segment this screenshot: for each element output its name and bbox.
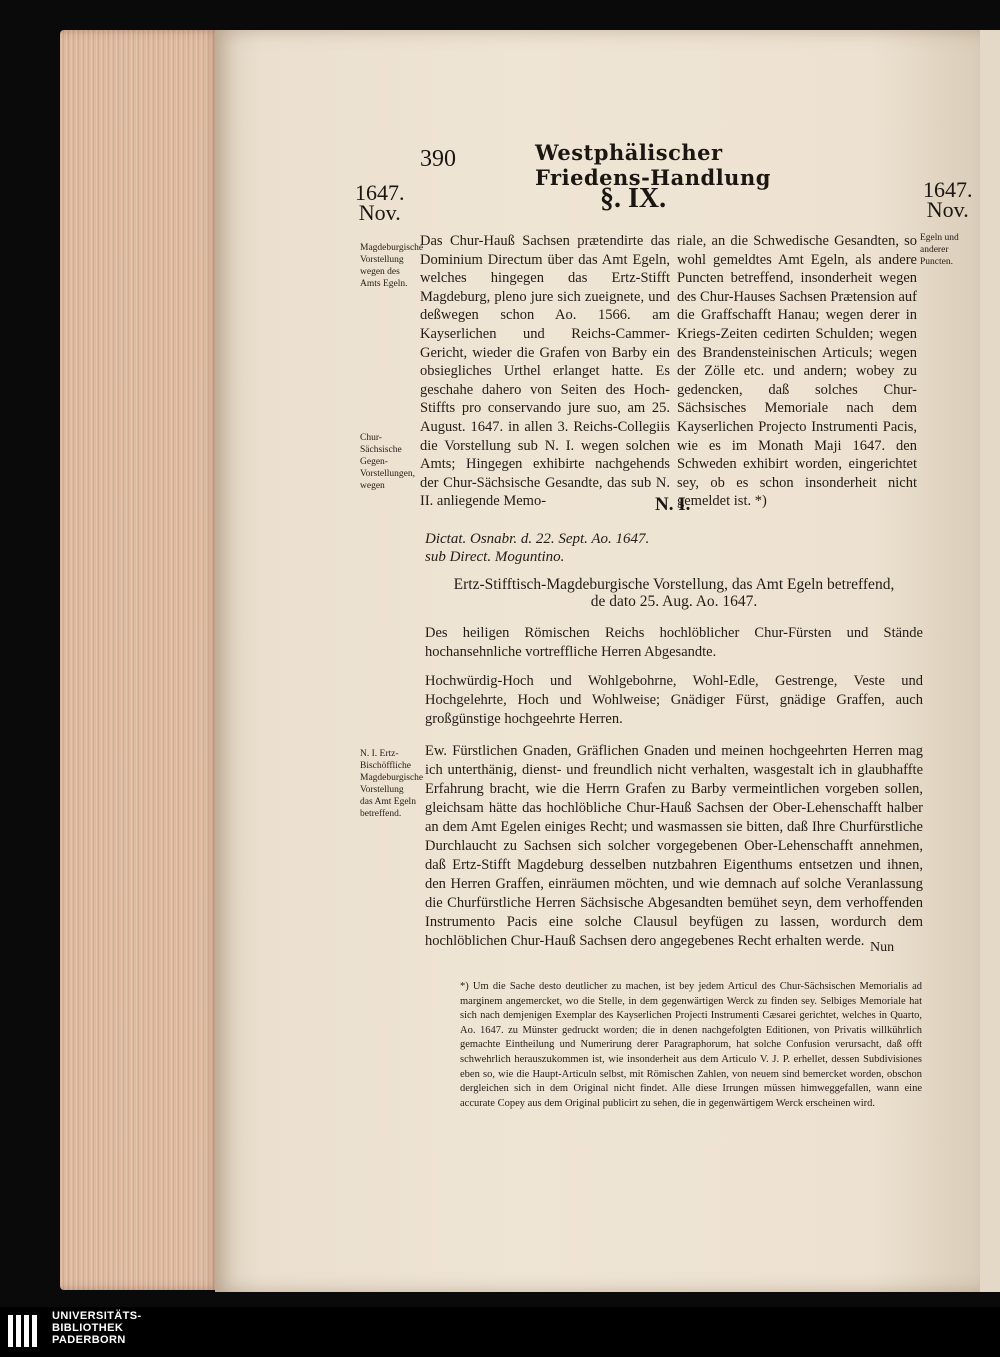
logo-line-3: PADERBORN xyxy=(52,1334,126,1346)
library-logo-text xyxy=(52,1310,142,1346)
footer-bar xyxy=(0,1307,1000,1357)
month-left: Nov. xyxy=(358,200,401,225)
library-logo-icon xyxy=(6,1311,46,1356)
page-number: 390 xyxy=(420,146,456,172)
year-marker-left xyxy=(355,180,405,225)
month-right: Nov. xyxy=(926,197,969,222)
facing-page-edge xyxy=(980,30,1000,1292)
margin-note-magdeburg: Magdeburgische Vorstellung wegen des Amts Egeln. xyxy=(360,243,424,289)
document-heading: N. I. xyxy=(655,494,691,515)
page-edges xyxy=(60,30,220,1290)
dictat-line-1: Dictat. Osnabr. d. 22. Sept. Ao. 1647. xyxy=(425,531,650,547)
subtitle-line-2: de dato 25. Aug. Ao. 1647. xyxy=(590,593,758,610)
margin-note-egeln: Egeln und anderer Puncten. xyxy=(920,233,959,267)
subtitle-line-1: Ertz-Stifftisch-Magdeburgische Vorstellung, das Amt Egeln betreffend, xyxy=(453,576,895,593)
dictat-line-2: sub Direct. Moguntino. xyxy=(425,549,565,565)
section-heading: §. IX. xyxy=(600,183,667,214)
year-right: 1647. xyxy=(923,177,973,202)
margin-note-chursaechsisch: Chur-Sächsische Gegen-Vorstellungen, wegen xyxy=(360,433,415,491)
logo-line-1: UNIVERSITÄTS- xyxy=(52,1310,142,1322)
logo-line-2: BIBLIOTHEK xyxy=(52,1322,124,1334)
margin-note-ni: N. I. Ertz-Bischöffliche Magdeburgische Vorstellung das Amt Egeln betreffend. xyxy=(360,749,424,819)
catchword: Nun xyxy=(870,940,895,955)
dictat-note xyxy=(425,530,725,566)
document-subtitle xyxy=(425,576,923,610)
year-marker-right xyxy=(923,177,973,222)
main-paragraph: Ew. Fürstlichen Gnaden, Gräflichen Gnaden und meinen hochgeehrten Herren mag ich unterthänig, dienst- und freundlich nicht verhalten, wasgestalt ich in glaubhaffte Erfahrung bracht, wie die Herrn Grafen zu Barby vermeintlichen vorgeben sollen, gleichsam hätte das hochlöbliche Chur-Hauß Sachsen der Ober-Lehenschafft halber an dem Amt Egelen einiges Recht; und wasmassen sie bitten, daß Ihre Churfürstliche Durchlaucht zu Sachsen sich solcher vorgegebenen Ober-Lehenschafft annehmen, daß Ertz-Stifft Magdeburg desselben nutzbahren Eigenthums entsetzen und ihnen, den Herren Graffen, einräumen möchten, und wie demnach auf solche Veranlassung die Churfürstliche Herren Sächsische Abgesandten bemühet seyn, dem verhoffenden Instrumento Pacis eine solche Clausul beyfügen zu lassen, wordurch dem hochlöblichen Chur-Hauß Sachsen dero angegebenes Recht erhalten werde. xyxy=(425,743,923,949)
running-title: Westphälischer Friedens-Handlung xyxy=(535,140,771,190)
body-column-left: Das Chur-Hauß Sachsen prætendirte das Dominium Directum über das Amt Egeln, welches hingegen das Ertz-Stifft Magdeburg, pleno jure sich zueignete, und deßwegen schon Ao. 1566. am Kayserlichen und Reichs-Cammer-Gericht, wieder die Grafen von Barby ein obsiegliches Urthel erlanget hatte. Es geschahe dahero von Seiten des Hoch-Stiffts pro conservando jure suo, am 25. August. 1647. in allen 3. Reichs-Collegiis die Vorstellung sub N. I. wegen solchen Amts; Hingegen exhibirte nachgehends der Chur-Sächsische Gesandte, das sub N. II. anliegende Memo- xyxy=(420,233,670,510)
salutation-paragraph: Hochwürdig-Hoch und Wohlgebohrne, Wohl-Edle, Gestrenge, Veste und Hochgelehrte, Hoch und Wohlweise; Gnädiger Fürst, gnädige Graffen, auch großgünstige hochgeehrte Herren. xyxy=(425,673,923,727)
body-column-right: riale, an die Schwedische Gesandten, so wohl gemeldtes Amt Egeln, als andere Puncten betreffend, insonderheit wegen des Chur-Hauses Sachsen Prætension auf die Graffschafft Hanau; wegen derer in Kriegs-Zeiten cedirten Schulden; wegen des Brandensteinischen Articuls; wegen der Zölle etc. und andern; wobey zu gedencken, daß solches Chur-Sächsisches Memoriale nach dem Kayserlichen Projecto Instrumenti Pacis, wie es im Monath Maji 1647. den Schweden exhibirt worden, eingerichtet sey, ob es schon insonderheit nicht gemeldet ist. *) xyxy=(677,233,917,510)
year-left: 1647. xyxy=(355,180,405,205)
address-paragraph: Des heiligen Römischen Reichs hochlöblicher Chur-Fürsten und Stände hochansehnliche vortreffliche Herren Abgesandte. xyxy=(425,625,923,660)
footnote: *) Um die Sache desto deutlicher zu machen, ist bey jedem Articul des Chur-Sächsischen Memorialis ad marginem angemercket, wo die Stelle, in dem gegenwärtigen Werck zu finden sey. Selbiges Memoriale hat sich nach demjenigen Exemplar des Kayserlichen Projecti Instrumenti Cæsarei gerichtet, welches in Quarto, Ao. 1647. zu Münster gedruckt worden; die in denen nachgefolgten Editionen, von Privatis willkührlich gemachte Eintheilung und Numerirung derer Paragraphorum, hat solche Confusion verursacht, daß offt schwehrlich herauszukommen ist, wie insonderheit aus dem Articulo V. J. P. erhellet, dessen Subdivisiones eben so, wie die Haupt-Articuln selbst, mit Römischen Zahlen, von neuem sind bemercket worden, obschon dergleichen sich in dem Original nicht findet. Alle diese Irrungen müssen himweggefallen, wann eine accurate Copey aus dem Original publicirt zu sehen, die in gegenwärtigem Werck erscheinen wird. xyxy=(460,981,922,1109)
